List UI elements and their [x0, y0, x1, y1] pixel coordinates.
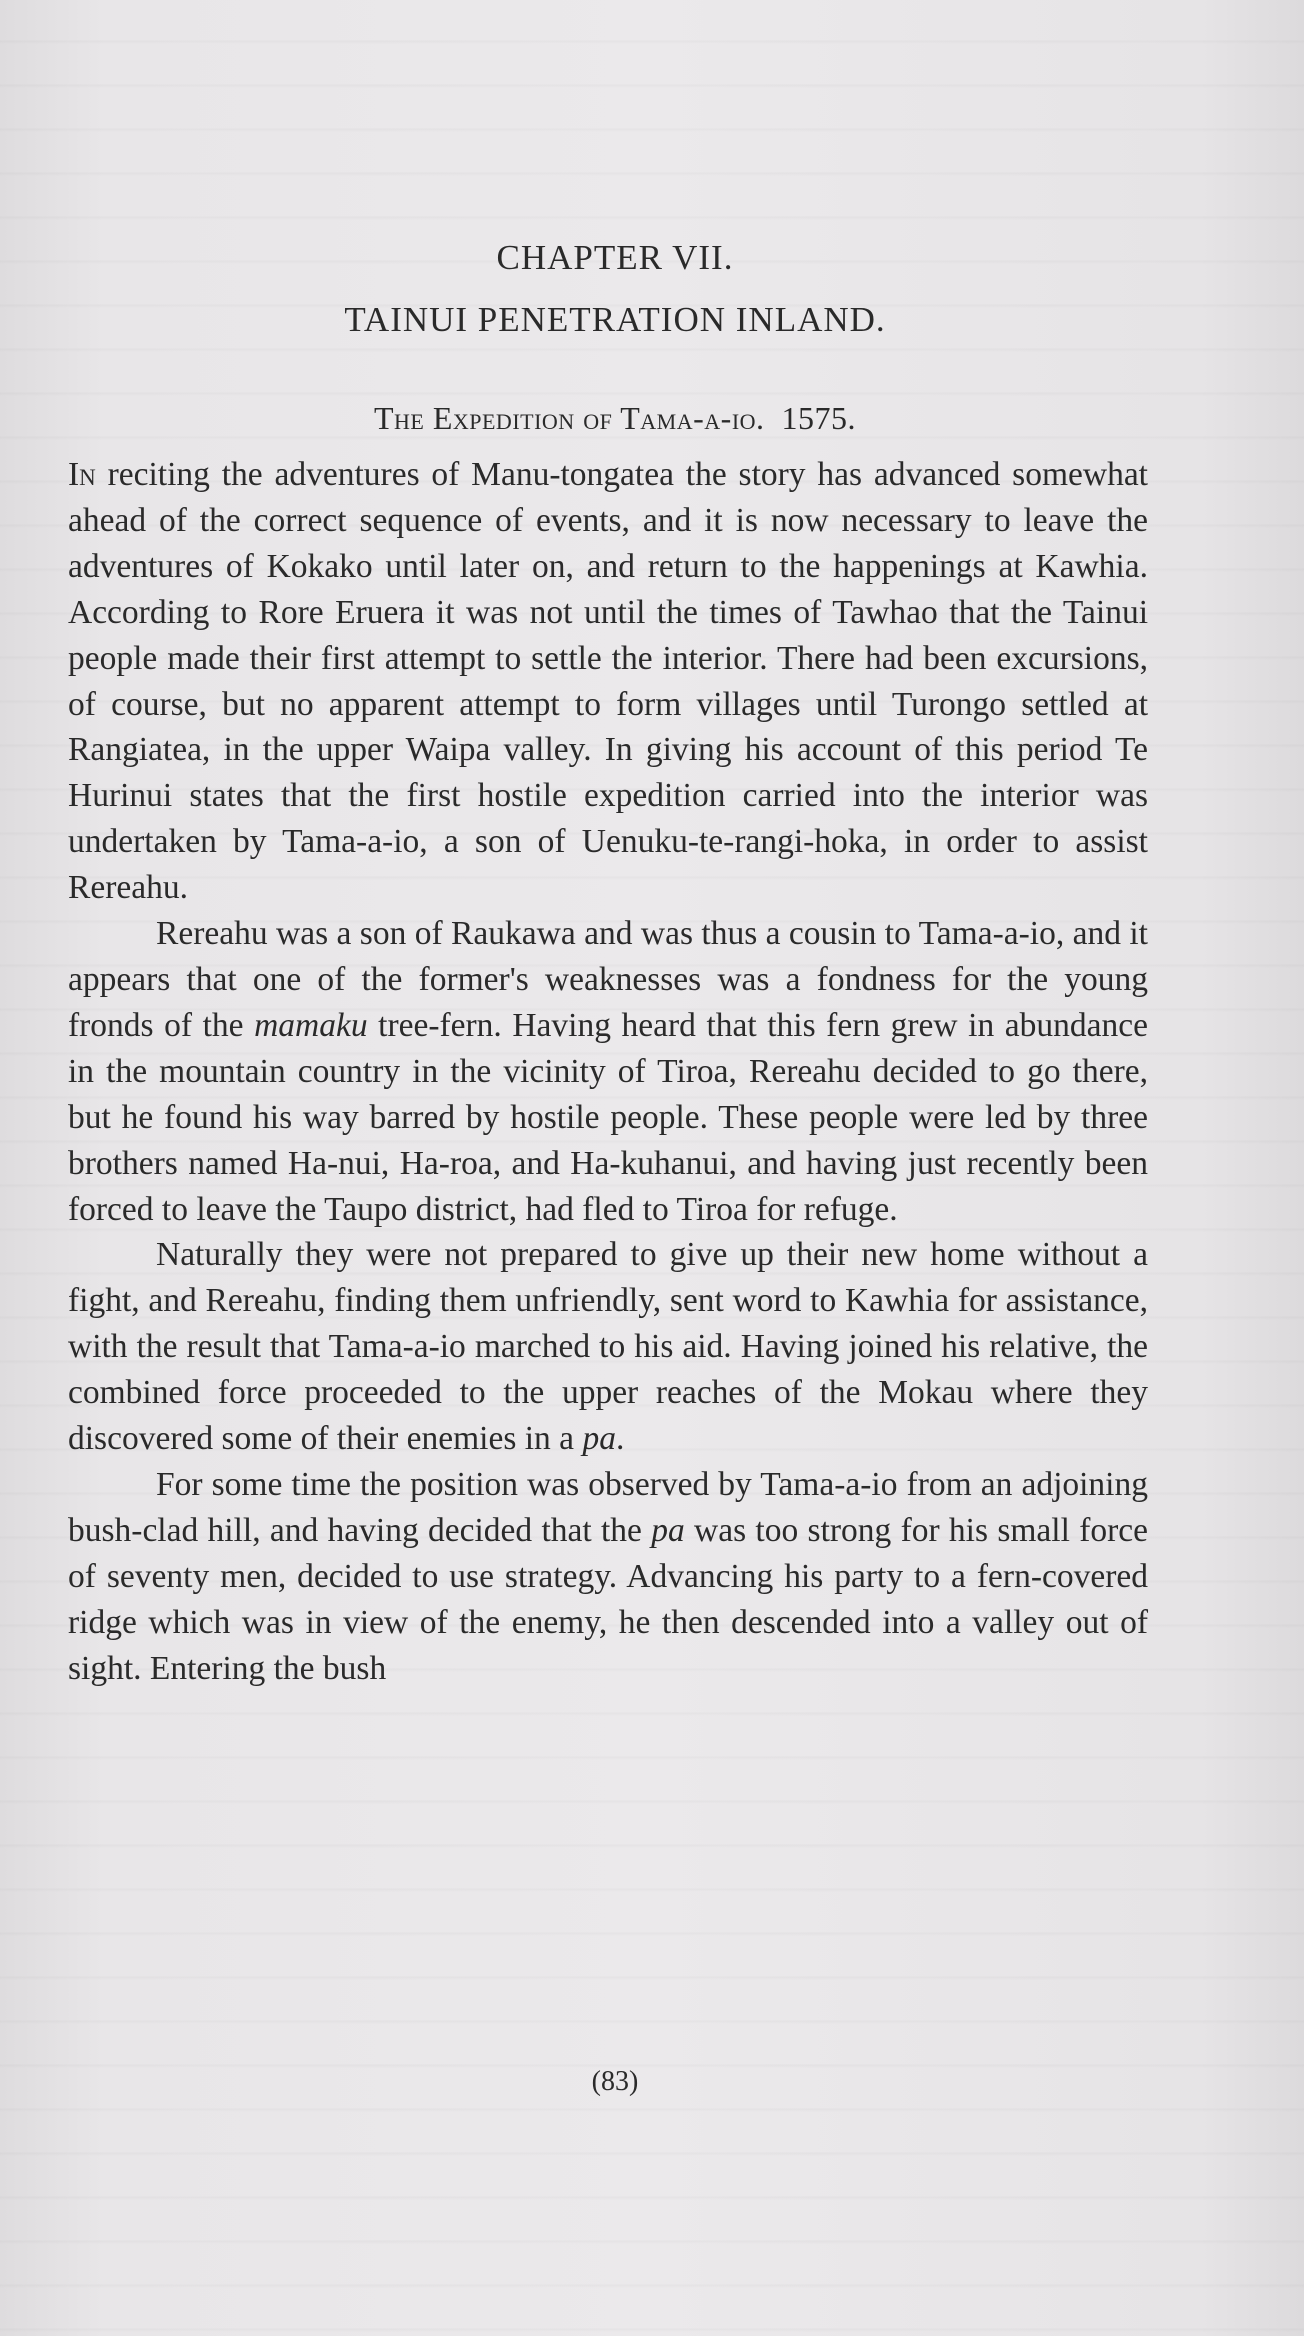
paragraph-2-text-b: tree-fern. Having heard that this fern grew in abundance in the mountain country in the vicinity of Tiroa, Rereahu decided to go there, but he found his way barred by hostile people. These people were led by three brothers named Ha-nui, Ha-roa, and Ha-kuhanui, and having just recently been forced to leave the Taupo district, had fled to Tiroa for refuge. [68, 1006, 1148, 1228]
paragraph-4-italic: pa [651, 1511, 685, 1549]
body-text [68, 452, 1148, 1691]
paragraph-3-text-b: . [615, 1420, 625, 1458]
page-number: (83) [591, 2066, 639, 2097]
paragraph-1-text: reciting the adventures of Manu-tongatea the story has advanced somewhat ahead of the correct sequence of events, and it is now necessary to leave the adventures of Kokako until later on, and return to the happenings at Kawhia. According to Rore Eruera it was not until the times of Tawhao that the Tainui people made their first attempt to settle the interior. There had been excursions, of course, but no apparent attempt to form villages until Turongo settled at Rangiatea, in the upper Waipa valley. In giving his account of this period Te Hurinui states that the first hostile expedition carried into the interior was undertaken by Tama-a-io, a son of Uenuku-te-rangi-hoka, in order to assist Rereahu. [68, 456, 1148, 907]
section-year: 1575. [781, 400, 857, 436]
paragraph-4-text-a: For some time the position was observed by Tama-a-io from an adjoining bush-clad hill, and having decided that the [68, 1465, 1148, 1549]
paragraph-3-italic: pa [582, 1420, 616, 1458]
section-title: The Expedition of Tama-a-io. [373, 400, 765, 436]
chapter-number: CHAPTER VII. [496, 238, 734, 277]
paragraph-2 [68, 911, 1148, 1232]
opening-word: In [68, 456, 96, 493]
paragraph-1 [68, 452, 1148, 911]
section-heading [0, 400, 1230, 437]
paragraph-2-italic: mamaku [254, 1006, 368, 1044]
paragraph-3 [68, 1232, 1148, 1462]
chapter-title: TAINUI PENETRATION INLAND. [344, 300, 886, 339]
paragraph-3-text-a: Naturally they were not prepared to give up their new home without a fight, and Rereahu, finding them unfriendly, sent word to Kawhia for assistance, with the result that Tama-a-io marched to his aid. Having joined his relative, the combined force proceeded to the upper reaches of the Mokau where they discovered some of their enemies in a [68, 1236, 1148, 1458]
paragraph-4 [68, 1462, 1148, 1692]
paragraph-2-text-a: Rereahu was a son of Raukawa and was thus a cousin to Tama-a-io, and it appears that one of the former's weaknesses was a fondness for the young fronds of the [68, 915, 1148, 1044]
paragraph-4-text-b: was too strong for his small force of seventy men, decided to use strategy. Advancing his party to a fern-covered ridge which was in view of the enemy, he then descended into a valley out of sight. Entering the bush [68, 1511, 1148, 1687]
